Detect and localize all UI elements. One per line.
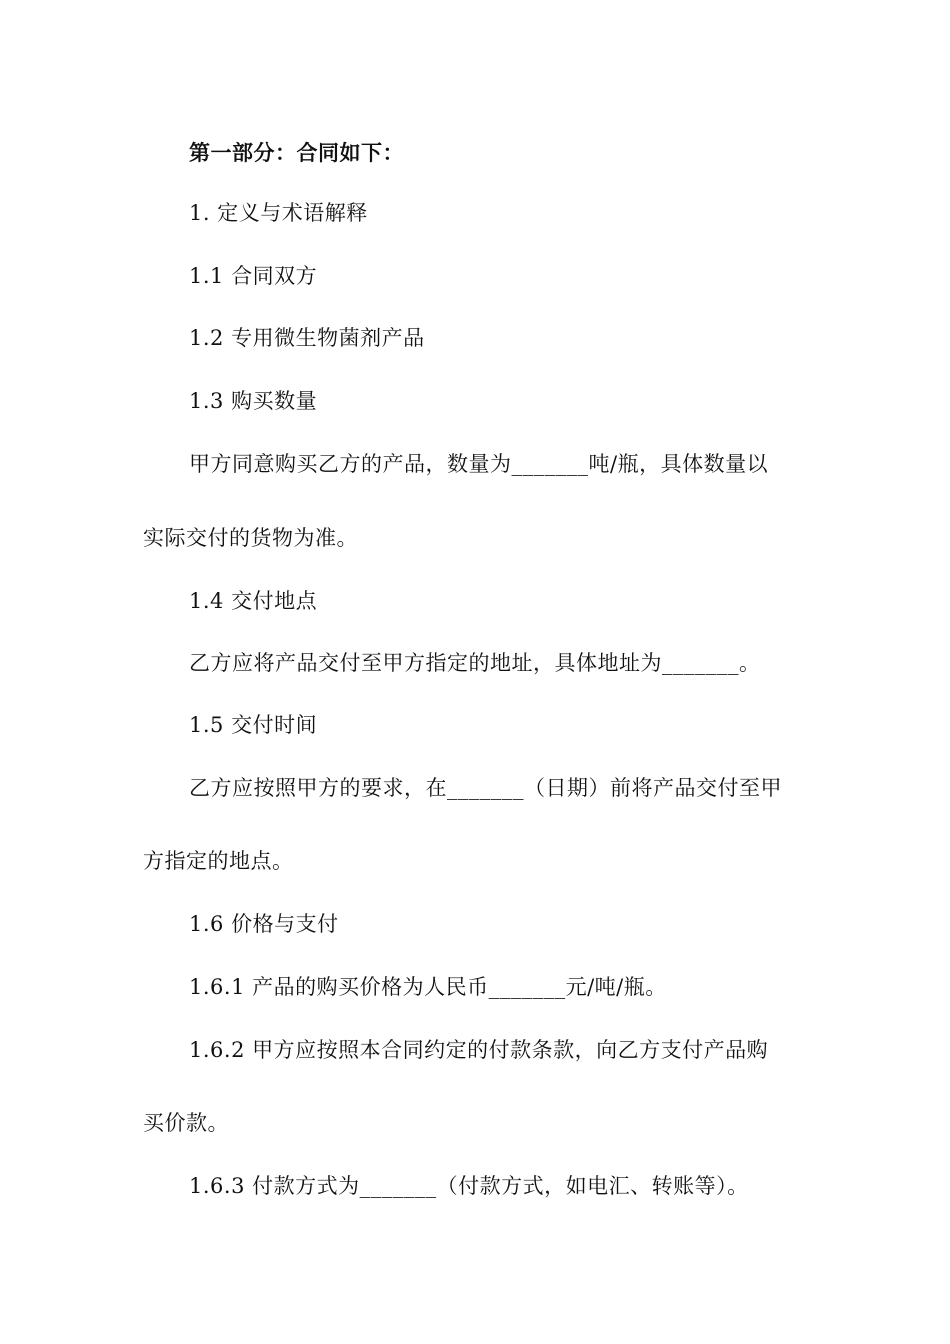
clause-1-5-text-line-2: 方指定的地点。 <box>143 849 294 873</box>
clause-1-6-2-text-line-1: 1.6.2 甲方应按照本合同约定的付款条款，向乙方支付产品购 <box>189 1038 769 1062</box>
section-title: 第一部分：合同如下： <box>189 140 404 165</box>
clause-1-6-2-text-line-2: 买价款。 <box>143 1111 229 1135</box>
clause-1-3-text-line-1: 甲方同意购买乙方的产品，数量为_______吨/瓶，具体数量以 <box>189 452 769 476</box>
clause-1-5-text-line-1: 乙方应按照甲方的要求，在_______（日期）前将产品交付至甲 <box>189 776 782 800</box>
clause-1-4-text: 乙方应将产品交付至甲方指定的地址，具体地址为_______。 <box>189 651 761 675</box>
clause-1-heading: 1. 定义与术语解释 <box>189 201 368 225</box>
clause-1-4-heading: 1.4 交付地点 <box>189 589 318 613</box>
clause-1-2-heading: 1.2 专用微生物菌剂产品 <box>189 326 425 350</box>
clause-1-6-3-text: 1.6.3 付款方式为_______（付款方式，如电汇、转账等）。 <box>189 1174 749 1198</box>
clause-1-3-text-line-2: 实际交付的货物为准。 <box>143 526 358 550</box>
clause-1-6-1-text: 1.6.1 产品的购买价格为人民币_______元/吨/瓶。 <box>189 975 667 999</box>
clause-1-6-heading: 1.6 价格与支付 <box>189 912 339 936</box>
clause-1-1-heading: 1.1 合同双方 <box>189 264 318 288</box>
clause-1-5-heading: 1.5 交付时间 <box>189 713 318 737</box>
clause-1-3-heading: 1.3 购买数量 <box>189 389 318 413</box>
